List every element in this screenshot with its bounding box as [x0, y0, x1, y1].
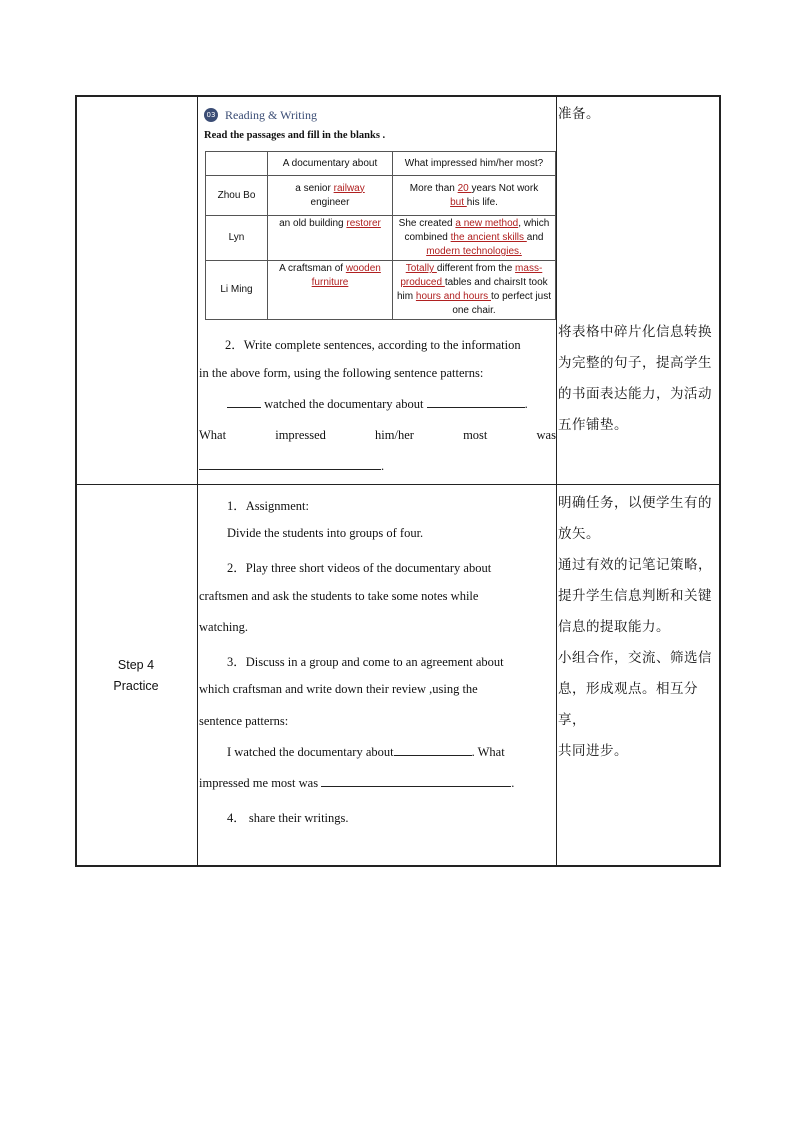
text: She created: [398, 218, 456, 229]
period: .: [524, 397, 528, 411]
note-line: 放矢。: [558, 526, 600, 542]
text: More than: [409, 182, 458, 194]
blank-line: [199, 469, 381, 470]
blank-line: [427, 407, 525, 408]
header-cell: What impressed him/her most?: [393, 152, 556, 176]
worksheet-title: Reading & Writing: [225, 107, 317, 122]
text: impressed me most was: [199, 776, 319, 790]
text: I watched the documentary about: [227, 745, 394, 759]
purpose-note: [558, 317, 718, 441]
text: A craftsman of: [279, 263, 346, 274]
procedure-line: which craftsman and write down their review ,using the: [199, 682, 478, 696]
text: . What: [471, 745, 505, 759]
procedure-line: watching.: [199, 620, 248, 634]
answer-text: hours and hours: [415, 291, 491, 302]
note-line: 为完整的句子，提高学生: [558, 355, 712, 371]
procedure-line: 3．Discuss in a group and come to an agreement about: [227, 655, 504, 669]
impression-text: [393, 216, 556, 261]
table-row: [206, 176, 556, 216]
lesson-table: [75, 95, 719, 865]
answer-text: railway: [333, 182, 365, 194]
text: years Not work: [471, 182, 539, 194]
procedure-line: sentence patterns:: [199, 714, 289, 728]
person-name: Lyn: [206, 216, 268, 261]
procedure-line: [199, 776, 514, 791]
text: his life.: [466, 196, 498, 208]
answer-text: but: [450, 196, 467, 208]
word: What: [199, 428, 227, 442]
section-number-badge: 03: [204, 108, 218, 122]
procedure-line: [227, 745, 505, 760]
answer-text: the ancient skills: [450, 232, 527, 243]
step-number: Step 4: [117, 658, 155, 672]
documentary-subject: [268, 261, 393, 320]
note-line: 信息的提取能力。: [558, 619, 670, 635]
procedure-line: Divide the students into groups of four.: [227, 526, 424, 540]
purpose-note-top: 准备。: [558, 106, 600, 122]
word: him/her: [375, 428, 414, 442]
answer-text: modern technologies.: [426, 246, 522, 257]
impression-text: [393, 176, 556, 216]
blank-line: [394, 755, 472, 756]
table-header-row: [206, 152, 556, 176]
sentence-pattern-2: [199, 428, 556, 443]
header-cell: A documentary about: [268, 152, 393, 176]
documentary-subject: [268, 176, 393, 216]
note-line: 五作铺垫。: [558, 417, 628, 433]
table-row: [206, 261, 556, 320]
person-name: Zhou Bo: [206, 176, 268, 216]
answer-text: restorer: [346, 218, 381, 229]
text: different from the: [436, 263, 516, 274]
impression-text: [393, 261, 556, 320]
note-line: 明确任务，以便学生有的: [558, 495, 712, 511]
procedure-line: craftsmen and ask the students to take some notes while: [199, 589, 479, 603]
answer-text: a new method: [455, 218, 519, 229]
period: .: [381, 459, 385, 473]
period: .: [511, 776, 515, 790]
blank-line: [321, 786, 511, 787]
step-label: [75, 655, 197, 697]
text: tables and chairsIt took him: [397, 277, 548, 302]
text: and: [526, 232, 544, 243]
step-name: Practice: [113, 679, 159, 693]
reading-writing-worksheet: [199, 103, 556, 323]
sentence-pattern-2-blank: [199, 459, 384, 474]
answer-text: 20: [457, 182, 472, 194]
writing-instruction-line: in the above form, using the following sentence patterns:: [199, 366, 484, 380]
column-divider: [556, 95, 557, 865]
sentence-pattern-1: [227, 397, 528, 412]
worksheet-table: [205, 151, 556, 320]
answer-text: Totally: [405, 263, 437, 274]
note-line: 提升学生信息判断和关键: [558, 588, 712, 604]
person-name: Li Ming: [206, 261, 268, 320]
documentary-subject: [268, 216, 393, 261]
table-row: [206, 216, 556, 261]
word: most: [463, 428, 488, 442]
text: engineer: [310, 196, 350, 208]
blank-line: [227, 407, 261, 408]
answer-text: wooden furniture: [311, 263, 381, 288]
procedure-line: 1．Assignment:: [227, 499, 309, 513]
header-cell: [206, 152, 268, 176]
worksheet-instruction: Read the passages and fill in the blanks .: [204, 130, 386, 141]
word: was: [536, 428, 556, 442]
text: a senior: [295, 182, 334, 194]
note-line: 通过有效的记笔记策略，: [558, 557, 712, 573]
note-line: 息，形成观点。相互分享，: [558, 681, 698, 728]
text: an old building: [279, 218, 347, 229]
note-line: 共同进步。: [558, 743, 628, 759]
writing-instruction-line: 2．Write complete sentences, according to the information: [225, 338, 521, 352]
text: to perfect just one chair.: [452, 291, 551, 316]
purpose-note: [558, 488, 718, 767]
procedure-line: 4． share their writings.: [227, 811, 349, 825]
note-line: 的书面表达能力，为活动: [558, 386, 712, 402]
pattern-text: watched the documentary about: [264, 397, 424, 411]
text: , which combined: [404, 218, 550, 243]
row-divider: [75, 484, 719, 485]
note-line: 将表格中碎片化信息转换: [558, 324, 712, 340]
column-divider: [197, 95, 198, 865]
note-line: 小组合作，交流、筛选信: [558, 650, 712, 666]
answer-text: mass-produced: [400, 263, 543, 288]
worksheet-header: [204, 107, 317, 123]
procedure-line: 2．Play three short videos of the documentary about: [227, 561, 492, 575]
word: impressed: [275, 428, 326, 442]
